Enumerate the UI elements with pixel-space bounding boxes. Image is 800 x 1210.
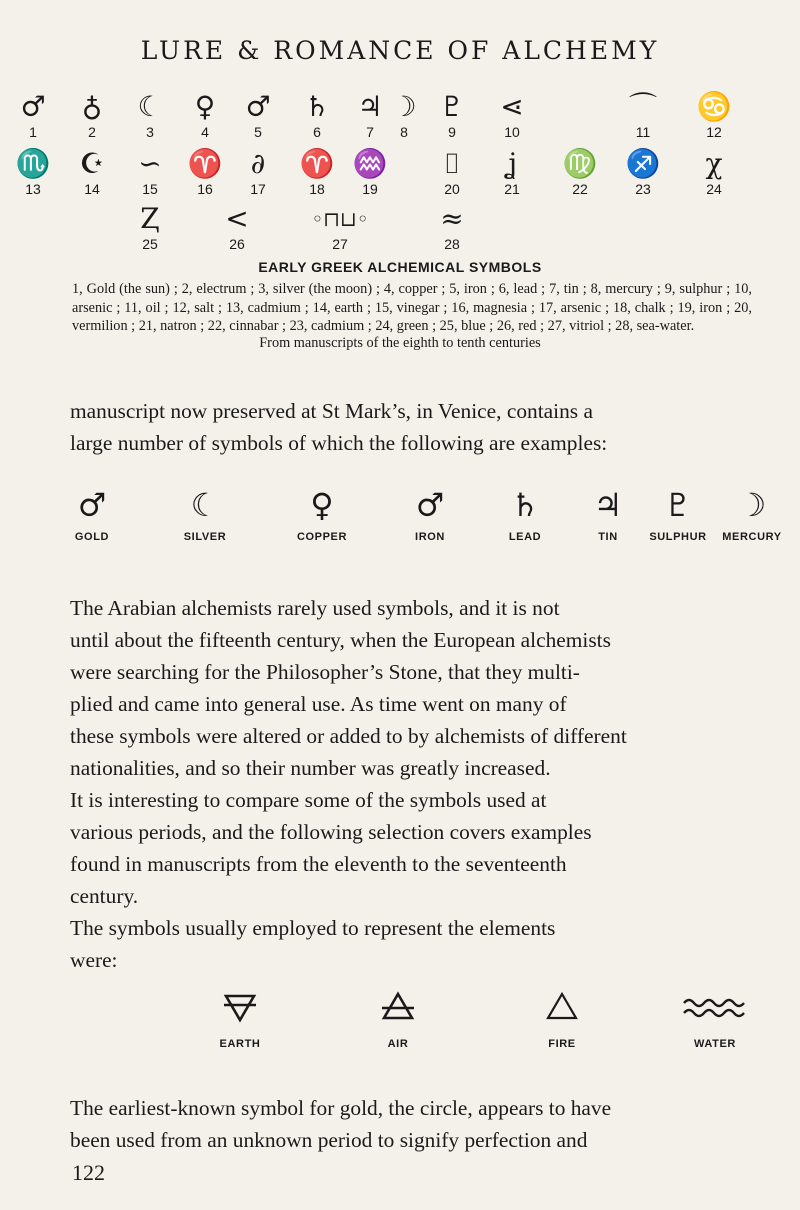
symbol-glyph: ♇ xyxy=(439,90,465,123)
metal-label: MERCURY xyxy=(722,531,782,543)
symbol-glyph: ∽ xyxy=(138,147,162,180)
symbol-glyph: ♂ xyxy=(20,90,46,123)
symbol-glyph: ☪ xyxy=(79,147,105,180)
symbol-26 xyxy=(207,202,267,252)
text-line: century. xyxy=(70,884,139,908)
element-label: AIR xyxy=(387,1038,409,1050)
symbol-glyph: ♀ xyxy=(194,90,216,123)
metal-label: COPPER xyxy=(296,531,348,543)
element-air xyxy=(343,990,453,1050)
running-header: LURE & ROMANCE OF ALCHEMY xyxy=(140,36,660,65)
symbol-11 xyxy=(613,90,673,140)
symbol-glyph: ♁ xyxy=(81,90,103,123)
figure-caption-title: EARLY GREEK ALCHEMICAL SYMBOLS xyxy=(258,259,542,275)
symbol-13 xyxy=(3,147,63,197)
metal-label: IRON xyxy=(415,531,445,543)
symbol-15 xyxy=(120,147,180,197)
symbol-number: 26 xyxy=(229,236,245,252)
symbol-number: 2 xyxy=(88,124,96,140)
element-water xyxy=(660,990,770,1050)
element-label: FIRE xyxy=(548,1038,576,1050)
element-earth xyxy=(185,990,295,1050)
sulphur-symbol-icon: ♇ xyxy=(663,486,693,524)
metal-label: SILVER xyxy=(183,531,227,543)
text-line: It is interesting to compare some of the symbols used at xyxy=(70,788,547,812)
paragraph-closing xyxy=(70,1092,756,1156)
text-line: were: xyxy=(70,948,118,972)
iron-symbol-icon: ♂ xyxy=(415,486,445,524)
paragraph-body xyxy=(70,592,756,976)
symbol-number: 14 xyxy=(84,181,100,197)
lead-symbol-icon: ♄ xyxy=(510,486,540,524)
symbol-number: 25 xyxy=(142,236,158,252)
symbol-glyph: ⌷ xyxy=(443,147,461,180)
symbol-glyph: ♏ xyxy=(15,147,51,180)
symbol-glyph: ♒ xyxy=(352,147,388,180)
symbol-12 xyxy=(684,90,744,140)
symbol-14 xyxy=(62,147,122,197)
metal-silver xyxy=(150,485,260,543)
paragraph-intro xyxy=(70,395,756,459)
symbol-6 xyxy=(287,90,347,140)
element-symbols-row xyxy=(0,990,800,1060)
text-line: until about the fifteenth century, when the European alchemists xyxy=(70,628,611,652)
symbol-number: 27 xyxy=(332,236,348,252)
symbol-22 xyxy=(550,147,610,197)
metal-label: LEAD xyxy=(508,531,542,543)
water-icon xyxy=(680,990,750,1024)
symbol-glyph: < xyxy=(225,202,249,235)
symbol-number: 15 xyxy=(142,181,158,197)
symbol-glyph: ♍ xyxy=(562,147,598,180)
symbol-number: 23 xyxy=(635,181,651,197)
symbol-glyph: ♐ xyxy=(625,147,661,180)
text-line: The symbols usually employed to represent the elements xyxy=(70,916,556,940)
symbol-number: 24 xyxy=(706,181,722,197)
text-line: The earliest-known symbol for gold, the circle, appears to have xyxy=(70,1096,612,1120)
symbol-23 xyxy=(613,147,673,197)
symbol-number: 13 xyxy=(25,181,41,197)
copper-symbol-icon: ♀ xyxy=(310,486,334,524)
symbol-16 xyxy=(175,147,235,197)
text-line: were searching for the Philosopher’s Stone, that they multi- xyxy=(70,660,580,684)
symbol-number: 10 xyxy=(504,124,520,140)
symbol-1 xyxy=(3,90,63,140)
element-label: EARTH xyxy=(219,1038,261,1050)
symbol-number: 1 xyxy=(29,124,37,140)
symbol-number: 22 xyxy=(572,181,588,197)
element-label: WATER xyxy=(694,1038,736,1050)
symbol-number: 19 xyxy=(362,181,378,197)
symbol-2 xyxy=(62,90,122,140)
symbol-glyph: ♈ xyxy=(299,147,335,180)
symbol-20 xyxy=(422,147,482,197)
text-line: various periods, and the following selection covers examples xyxy=(70,820,592,844)
symbol-number: 18 xyxy=(309,181,325,197)
symbol-glyph: ♋ xyxy=(696,90,732,123)
text-line: The Arabian alchemists rarely used symbols, and it is not xyxy=(70,596,560,620)
symbol-glyph: ⌒ xyxy=(628,90,657,123)
symbol-number: 28 xyxy=(444,236,460,252)
text-line: nationalities, and so their number was greatly increased. xyxy=(70,756,551,780)
mercury-symbol-icon: ☽ xyxy=(737,486,767,524)
symbol-number: 6 xyxy=(313,124,321,140)
symbol-number: 12 xyxy=(706,124,722,140)
text-line: large number of symbols of which the following are examples: xyxy=(70,431,608,455)
metal-copper xyxy=(267,485,377,543)
silver-symbol-icon: ☾ xyxy=(190,486,220,524)
element-fire xyxy=(507,990,617,1050)
metal-label: TIN xyxy=(598,531,618,543)
symbol-glyph: ʝ xyxy=(506,147,518,180)
symbol-number: 3 xyxy=(146,124,154,140)
symbol-glyph: ♃ xyxy=(357,90,383,123)
symbol-number: 5 xyxy=(254,124,262,140)
tin-symbol-icon: ♃ xyxy=(593,486,623,524)
symbol-10 xyxy=(482,90,542,140)
symbol-glyph: χ xyxy=(705,147,723,180)
text-line: these symbols were altered or added to by alchemists of different xyxy=(70,724,627,748)
text-line: manuscript now preserved at St Mark’s, in Venice, contains a xyxy=(70,399,593,423)
figure-caption-source: From manuscripts of the eighth to tenth centuries xyxy=(259,335,541,351)
symbol-glyph: ♄ xyxy=(304,90,330,123)
symbol-number: 11 xyxy=(635,124,651,140)
page-number: 122 xyxy=(72,1160,105,1185)
metal-symbols-row xyxy=(0,485,800,555)
earth-icon xyxy=(220,990,260,1024)
symbol-3 xyxy=(120,90,180,140)
symbol-number: 8 xyxy=(400,124,408,140)
fire-icon xyxy=(542,990,582,1024)
symbol-glyph: ◦⊓⊔◦ xyxy=(311,207,369,231)
symbol-glyph: ♈ xyxy=(187,147,223,180)
symbol-number: 17 xyxy=(250,181,266,197)
symbol-glyph: ☾ xyxy=(137,90,163,123)
symbol-glyph: ∂ xyxy=(250,147,266,180)
text-line: plied and came into general use. As time went on many of xyxy=(70,692,567,716)
symbol-glyph: ⋖ xyxy=(500,90,524,123)
symbol-number: 7 xyxy=(366,124,374,140)
metal-iron xyxy=(375,485,485,543)
symbol-number: 9 xyxy=(448,124,456,140)
metal-gold xyxy=(37,485,147,543)
text-line: been used from an unknown period to signify perfection and xyxy=(70,1128,588,1152)
air-icon xyxy=(378,990,418,1024)
symbol-number: 20 xyxy=(444,181,460,197)
symbol-27 xyxy=(295,202,385,252)
greek-symbols-figure xyxy=(0,0,800,300)
metal-label: SULPHUR xyxy=(649,531,707,543)
symbol-21 xyxy=(482,147,542,197)
symbol-glyph: ☽ xyxy=(391,90,417,123)
symbol-18 xyxy=(287,147,347,197)
symbol-number: 21 xyxy=(504,181,520,197)
symbol-glyph: ≈ xyxy=(440,202,464,235)
figure-caption-body: 1, Gold (the sun) ; 2, electrum ; 3, silver (the moon) ; 4, copper ; 5, iron ; 6, lead ; 7, tin ; 8, mercury ; 9, sulphur ; 10, arsenic ; 11, oil ; 12, salt ; 13, cadmium ; 14, earth ; 15, vinegar ; 16, magnesia ; 17, arsenic ; 18, chalk ; 19, iron ; 20, vermilion ; 21, natron ; 22, cinnabar ; 23, cadmium ; 24, green ; 25, blue ; 26, red ; 27, vitriol ; 28, sea-water. xyxy=(72,281,752,334)
metal-label: GOLD xyxy=(74,531,110,543)
symbol-25 xyxy=(120,202,180,252)
symbol-glyph: ♂ xyxy=(245,90,271,123)
symbol-5 xyxy=(228,90,288,140)
symbol-number: 16 xyxy=(197,181,213,197)
gold-symbol-icon: ♂ xyxy=(77,486,107,524)
metal-mercury xyxy=(697,485,800,543)
symbol-19 xyxy=(340,147,400,197)
symbol-9 xyxy=(422,90,482,140)
symbol-24 xyxy=(684,147,744,197)
symbol-4 xyxy=(175,90,235,140)
symbol-number: 4 xyxy=(201,124,209,140)
symbol-28 xyxy=(422,202,482,252)
text-line: found in manuscripts from the eleventh to the seventeenth xyxy=(70,852,567,876)
symbol-glyph: Ⱬ xyxy=(140,202,160,235)
symbol-17 xyxy=(228,147,288,197)
